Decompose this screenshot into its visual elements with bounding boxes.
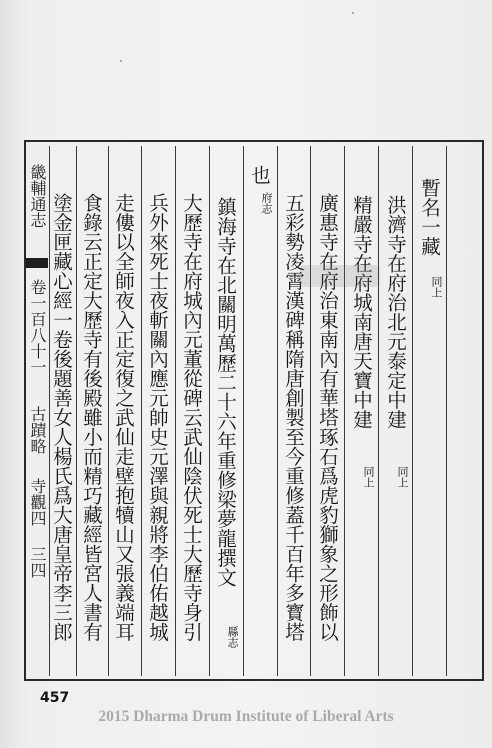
- column-text: 暫名一藏: [418, 178, 441, 256]
- margin-subsection: 寺觀四: [28, 478, 47, 526]
- column-rule: [446, 146, 447, 676]
- fish-tail-mark: [26, 258, 48, 268]
- text-column-10: [112, 162, 136, 672]
- column-text: 走僂以全師夜入正定復之武仙走壁抱犢山又張義端耳: [112, 192, 135, 642]
- text-column-11: [80, 162, 104, 672]
- column-rule: [277, 146, 278, 676]
- column-text: 洪濟寺在府治北元泰定中建: [384, 195, 407, 429]
- column-note: 同上: [430, 276, 443, 298]
- column-rule: [310, 146, 311, 676]
- text-column-5: [282, 162, 306, 672]
- column-text: 食錄云正定大歷寺有後殿雖小而精巧藏經皆宮人書有: [80, 192, 103, 642]
- column-rule: [141, 146, 142, 676]
- margin-book-title: 畿輔通志: [28, 164, 47, 228]
- column-rule: [243, 146, 244, 676]
- text-column-6: [248, 162, 272, 218]
- column-rule: [175, 146, 176, 676]
- column-text: 廣惠寺在府治東南內有華塔琢石爲虎豹獅象之形飾以: [316, 192, 339, 642]
- text-column-7: [214, 162, 238, 652]
- column-note: 府志: [260, 192, 273, 214]
- text-column-3: [350, 162, 374, 492]
- column-text: 塗金匣藏心經一卷後題善女人楊氏爲大唐皇帝李三郎: [50, 192, 73, 642]
- page-number: 457: [40, 690, 70, 706]
- text-column-12: [50, 162, 74, 672]
- text-column-1: [418, 162, 442, 302]
- text-column-8: [180, 162, 204, 672]
- column-text: 也: [248, 165, 271, 185]
- column-note: 縣志: [226, 626, 239, 648]
- margin-section: 古蹟略: [28, 406, 47, 454]
- paper-speck: [352, 12, 354, 14]
- margin-volume: 三四: [28, 546, 47, 578]
- column-text: 精嚴寺在府城南唐天寶中建: [350, 195, 373, 429]
- column-note: 同上: [396, 466, 409, 488]
- margin-chapter: 卷一百八十一: [28, 279, 47, 375]
- text-column-9: [146, 162, 170, 672]
- column-text: 五彩勢凌霄漢碑稱隋唐創製至今重修蓋千百年多寳塔: [282, 192, 305, 642]
- column-rule: [209, 146, 210, 676]
- faint-stamp-mark: [300, 265, 380, 287]
- column-rule: [378, 146, 379, 676]
- column-rule: [412, 146, 413, 676]
- margin-header: [26, 152, 48, 584]
- column-note: 同上: [362, 466, 375, 488]
- paper-speck: [120, 60, 122, 62]
- column-rule: [108, 146, 109, 676]
- text-column-4: [316, 162, 340, 672]
- watermark-text: 2015 Dharma Drum Institute of Liberal Arts: [98, 708, 394, 725]
- column-text: 鎮海寺在北關明萬歷二十六年重修梁夢龍撰文: [214, 197, 237, 587]
- column-rule: [344, 146, 345, 676]
- text-column-2: [384, 162, 408, 492]
- column-text: 大歷寺在府城內元董從碑云武仙陰伏死士大歷寺身引: [180, 192, 203, 642]
- column-text: 兵外來死士夜斬關內應元帥史元澤與親將李伯佑越城: [146, 192, 169, 642]
- column-rule: [76, 146, 77, 676]
